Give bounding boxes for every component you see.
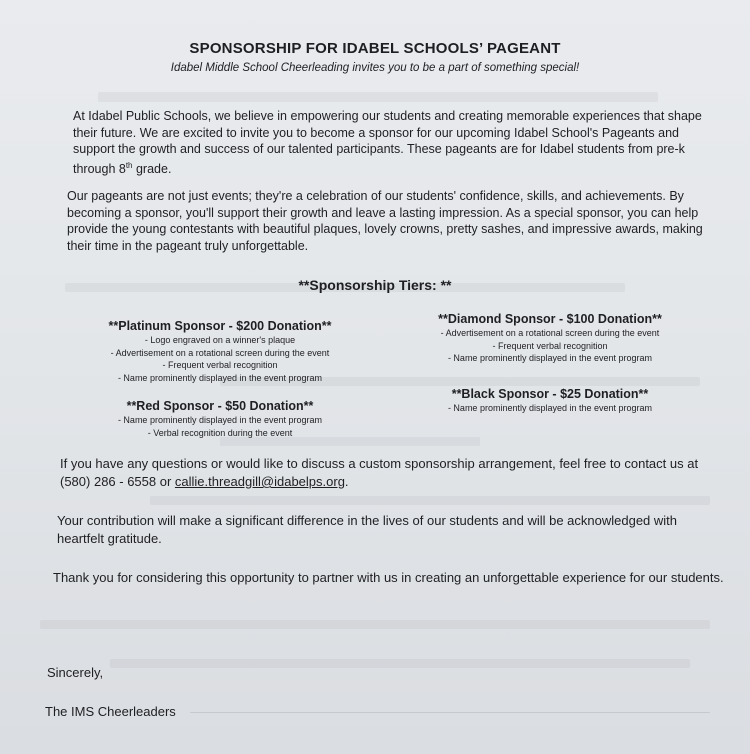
intro-end: grade. [132, 161, 172, 176]
contact-paragraph [60, 455, 700, 491]
contact-end: . [344, 474, 349, 489]
tier-platinum [70, 318, 370, 384]
tier-title: **Diamond Sponsor - $100 Donation** [438, 312, 662, 326]
document-title: SPONSORSHIP FOR IDABEL SCHOOLS’ PAGEANT [189, 40, 561, 57]
tier-title: **Red Sponsor - $50 Donation** [126, 399, 314, 413]
tier-diamond [400, 311, 700, 365]
tier-benefit: - Name prominently displayed in the event program [447, 353, 653, 363]
tier-benefit: - Advertisement on a rotational screen during the event [110, 347, 330, 358]
intro-text: At Idabel Public Schools, we believe in empowering our students and creating memorable experiences that shape their future. We are excited to invite you to become a sponsor for our upcoming Idabel School's Pageants and support the growth and success of our talented participants. These pageants are for Idabel students from pre-k through 8 [73, 109, 702, 176]
bleed-through-mark [98, 92, 658, 102]
document-subtitle: Idabel Middle School Cheerleading invites you to be a part of something special! [170, 62, 580, 74]
tier-benefit: - Verbal recognition during the event [147, 427, 293, 438]
tier-black [400, 386, 700, 415]
tier-benefit: - Name prominently displayed in the event program [447, 403, 653, 413]
tier-benefit: - Name prominently displayed in the event program [117, 415, 323, 425]
tier-benefit: - Frequent verbal recognition [162, 360, 278, 370]
contact-text: If you have any questions or would like to discuss a custom sponsorship arrangement, feel free to contact us at (580) 286 - 6558 or [60, 456, 699, 489]
tier-red [70, 398, 370, 439]
tiers-heading: **Sponsorship Tiers: ** [298, 277, 452, 293]
thanks-paragraph: Thank you for considering this opportunity to partner with us in creating an unforgettable experience for our students. [53, 570, 724, 585]
tier-benefit: - Advertisement on a rotational screen during the event [440, 328, 660, 338]
tier-benefit: - Frequent verbal recognition [492, 340, 608, 351]
contribution-paragraph: Your contribution will make a significant difference in the lives of our students and will be acknowledged with heartfelt gratitude. [57, 513, 678, 546]
signature: The IMS Cheerleaders [45, 704, 176, 719]
celebration-paragraph: Our pageants are not just events; they're a celebration of our students' confidence, skills, and achievements. By becoming a sponsor, you'll support their growth and leave a lasting impression. As a special sponsor, you can help provide the young contestants with beautiful plaques, lovely crowns, pretty sashes, and impressive awards, making their time in the pageant truly unforgettable. [67, 189, 703, 253]
intro-paragraph [73, 108, 713, 177]
tier-title: **Black Sponsor - $25 Donation** [451, 387, 649, 401]
tier-title: **Platinum Sponsor - $200 Donation** [108, 319, 332, 333]
tier-benefit: - Logo engraved on a winner's plaque [144, 335, 296, 345]
bleed-through-mark [40, 620, 710, 629]
tier-benefit: - Name prominently displayed in the event program [117, 372, 323, 383]
bleed-through-mark [110, 659, 690, 668]
bleed-through-line [190, 712, 710, 713]
intro-superscript: th [125, 160, 133, 170]
closing: Sincerely, [47, 665, 104, 680]
bleed-through-mark [150, 496, 710, 505]
contact-email-link[interactable]: callie.threadgill@idabelps.org [174, 474, 345, 489]
